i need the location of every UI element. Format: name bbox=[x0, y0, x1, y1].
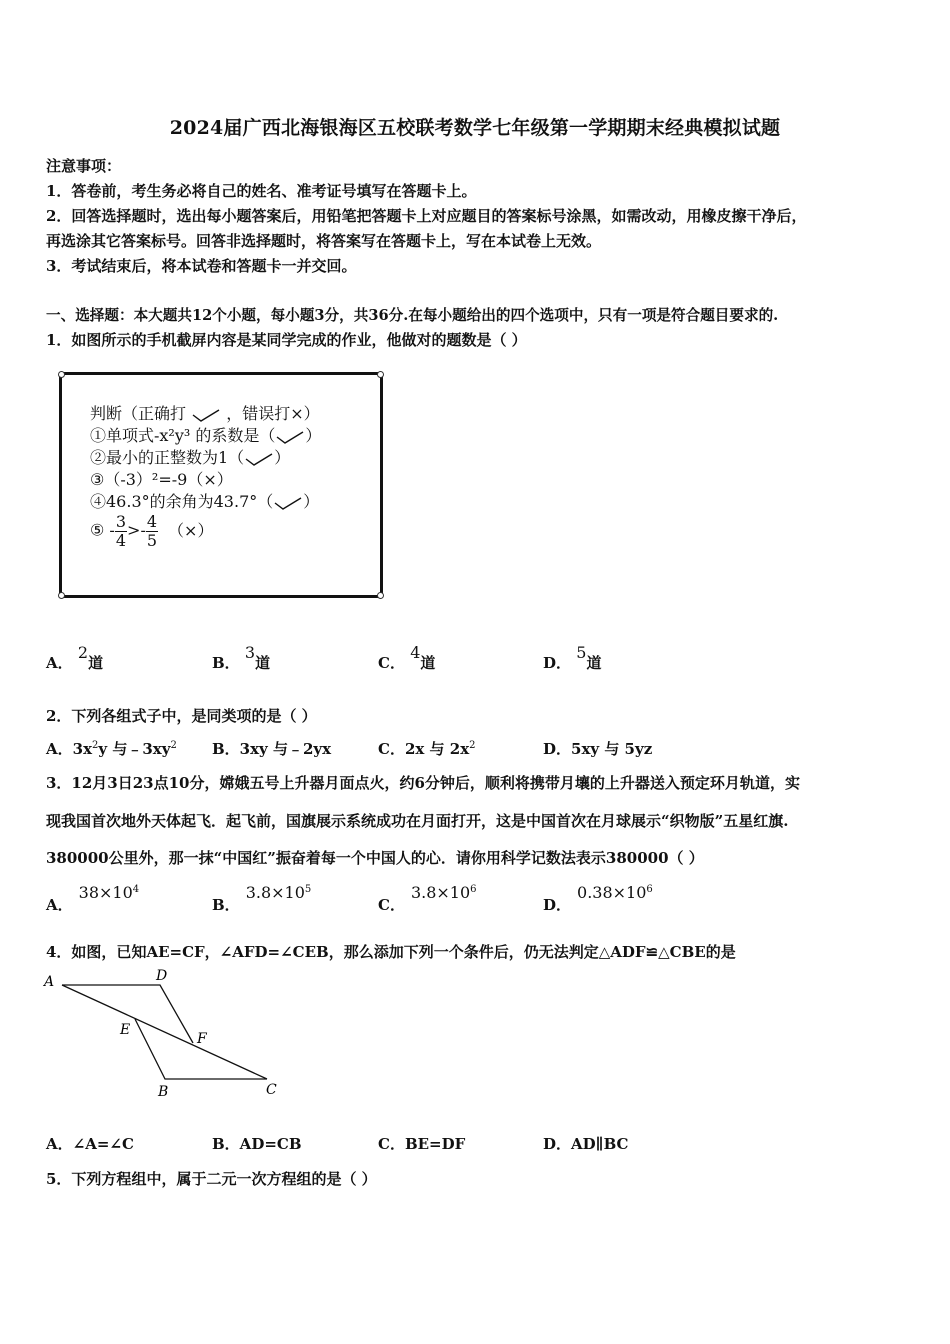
fraction bbox=[115, 513, 127, 549]
q1-option-a[interactable] bbox=[46, 643, 104, 673]
denominator: 5 bbox=[146, 530, 158, 550]
option-number: 2 bbox=[77, 643, 89, 662]
option-label: D． bbox=[543, 896, 572, 914]
option-label: C． bbox=[378, 654, 405, 672]
point-label-C: C bbox=[266, 1082, 277, 1098]
option-math: 3.8×10 bbox=[245, 883, 305, 902]
q4-option-b[interactable]: B．AD=CB bbox=[212, 1135, 302, 1153]
screen-line-4 bbox=[90, 489, 319, 512]
screen-text: ④46.3°的余角为43.7°（ bbox=[90, 492, 274, 511]
option-label: A． bbox=[46, 654, 73, 672]
q2-option-c[interactable] bbox=[378, 738, 476, 759]
option-text: A．3x bbox=[46, 740, 93, 758]
corner-dot bbox=[377, 371, 384, 378]
option-label: A． bbox=[46, 896, 73, 914]
option-label: C． bbox=[378, 896, 405, 914]
q2-option-d[interactable] bbox=[543, 738, 652, 759]
q3-stem-line: 380000公里外，那一抹“中国红”振奋着每一个中国人的心．请你用科学记数法表示380000（ ） bbox=[46, 849, 704, 867]
option-text: C．2x 与 2x bbox=[378, 740, 470, 758]
screen-text: ⑤ - bbox=[90, 520, 115, 540]
screen-text: ） bbox=[305, 426, 322, 445]
note-item: 1．答卷前，考生务必将自己的姓名、准考证号填写在答题卡上。 bbox=[46, 182, 477, 200]
option-text: y 与﹣3xy bbox=[98, 740, 171, 758]
option-label: D． bbox=[543, 654, 572, 672]
note-item: 3．考试结束后，将本试卷和答题卡一并交回。 bbox=[46, 257, 357, 275]
screen-text: ，错误打×） bbox=[226, 404, 320, 423]
option-unit: 道 bbox=[586, 654, 602, 672]
option-text: B．3xy 与﹣2yx bbox=[212, 740, 332, 758]
q3-stem-line: 现我国首次地外天体起飞．起飞前，国旗展示系统成功在月面打开，这是中国首次在月球展示“织物版”五星红旗. bbox=[46, 812, 789, 830]
numerator: 3 bbox=[115, 512, 127, 531]
option-math: 0.38×10 bbox=[577, 883, 647, 902]
note-item: 再选涂其它答案标号。回答非选择题时，将答案写在答题卡上，写在本试卷上无效。 bbox=[46, 232, 602, 250]
screen-line-3 bbox=[90, 467, 233, 490]
point-label-F: F bbox=[197, 1031, 207, 1047]
denominator: 4 bbox=[115, 530, 127, 550]
screen-text: 判断（正确打 bbox=[90, 404, 187, 423]
q4-stem: 4．如图，已知AE=CF，∠AFD=∠CEB，那么添加下列一个条件后，仍无法判定△ADF≌△CBE的是 bbox=[46, 943, 736, 961]
corner-dot bbox=[58, 371, 65, 378]
page-title: 2024届广西北海银海区五校联考数学七年级第一学期期末经典模拟试题 bbox=[169, 117, 781, 139]
check-icon bbox=[244, 451, 274, 467]
q3-stem-line: 3．12月3日23点10分，嫦娥五号上升器月面点火，约6分钟后，顺利将携带月壤的上升器送入预定环月轨道，实 bbox=[46, 774, 800, 792]
q3-option-a[interactable] bbox=[46, 882, 140, 914]
superscript: 2 bbox=[170, 740, 177, 751]
phone-screenshot bbox=[59, 372, 383, 598]
q1-stem: 1．如图所示的手机截屏内容是某同学完成的作业，他做对的题数是（ ） bbox=[46, 331, 527, 349]
option-math: 38×10 bbox=[78, 883, 133, 902]
numerator: 4 bbox=[146, 512, 158, 531]
q2-stem: 2．下列各组式子中，是同类项的是（ ） bbox=[46, 707, 317, 725]
option-text: D．5xy 与 5yz bbox=[543, 740, 653, 758]
note-item: 2．回答选择题时，选出每小题答案后，用铅笔把答题卡上对应题目的答案标号涂黑，如需改动，用橡皮擦干净后， bbox=[46, 207, 807, 225]
q3-option-b[interactable] bbox=[212, 882, 312, 914]
screen-text: >- bbox=[127, 520, 146, 540]
point-label-D: D bbox=[156, 968, 168, 984]
superscript: 5 bbox=[304, 884, 312, 895]
notes-heading: 注意事项： bbox=[46, 157, 122, 175]
q3-option-d[interactable] bbox=[543, 882, 653, 914]
q1-option-c[interactable] bbox=[378, 643, 436, 673]
option-math: 3.8×10 bbox=[410, 883, 471, 902]
option-label: B． bbox=[212, 896, 240, 914]
screen-line-5 bbox=[90, 513, 213, 549]
option-unit: 道 bbox=[255, 654, 271, 672]
q1-option-d[interactable] bbox=[543, 643, 602, 673]
screen-line-1 bbox=[90, 423, 321, 446]
q2-option-b[interactable] bbox=[212, 738, 331, 759]
check-icon bbox=[275, 429, 305, 445]
option-label: B． bbox=[212, 654, 240, 672]
check-icon bbox=[191, 407, 221, 423]
screen-text: ①单项式-x²y³ 的系数是（ bbox=[90, 426, 276, 445]
screen-text: ②最小的正整数为1（ bbox=[90, 448, 245, 467]
q4-option-c[interactable]: C．BE=DF bbox=[378, 1135, 466, 1153]
q5-stem: 5．下列方程组中，属于二元一次方程组的是（ ） bbox=[46, 1170, 377, 1188]
segment-A-C bbox=[62, 985, 267, 1079]
screen-text: ③（-3）²=-9（×） bbox=[90, 470, 233, 489]
option-unit: 道 bbox=[420, 654, 436, 672]
q1-option-b[interactable] bbox=[212, 643, 271, 673]
corner-dot bbox=[58, 592, 65, 599]
section-heading: 一、选择题：本大题共12个小题，每小题3分，共36分.在每小题给出的四个选项中，只有一项是符合题目要求的. bbox=[46, 307, 779, 324]
option-number: 5 bbox=[576, 643, 587, 662]
q3-option-c[interactable] bbox=[378, 882, 477, 914]
superscript: 6 bbox=[470, 884, 477, 895]
check-icon bbox=[273, 495, 303, 511]
screen-line-0 bbox=[90, 401, 320, 424]
corner-dot bbox=[377, 592, 384, 599]
option-number: 4 bbox=[410, 643, 421, 662]
superscript: 6 bbox=[646, 884, 653, 895]
superscript: 2 bbox=[92, 740, 99, 751]
q4-option-d[interactable]: D．AD∥BC bbox=[543, 1135, 629, 1153]
superscript: 2 bbox=[469, 740, 476, 751]
option-unit: 道 bbox=[88, 654, 104, 672]
screen-text: ） bbox=[303, 492, 320, 511]
point-label-B: B bbox=[158, 1084, 169, 1100]
screen-text: （×） bbox=[168, 520, 214, 540]
fraction bbox=[146, 513, 158, 549]
screen-line-2 bbox=[90, 445, 290, 468]
option-number: 3 bbox=[244, 643, 256, 662]
q4-option-a[interactable]: A．∠A=∠C bbox=[46, 1135, 134, 1153]
superscript: 4 bbox=[132, 884, 140, 895]
screen-text: ） bbox=[274, 448, 291, 467]
q4-geometry-figure bbox=[40, 966, 310, 1101]
q2-option-a[interactable] bbox=[46, 738, 177, 759]
point-label-A: A bbox=[44, 974, 55, 990]
point-label-E: E bbox=[120, 1022, 131, 1038]
